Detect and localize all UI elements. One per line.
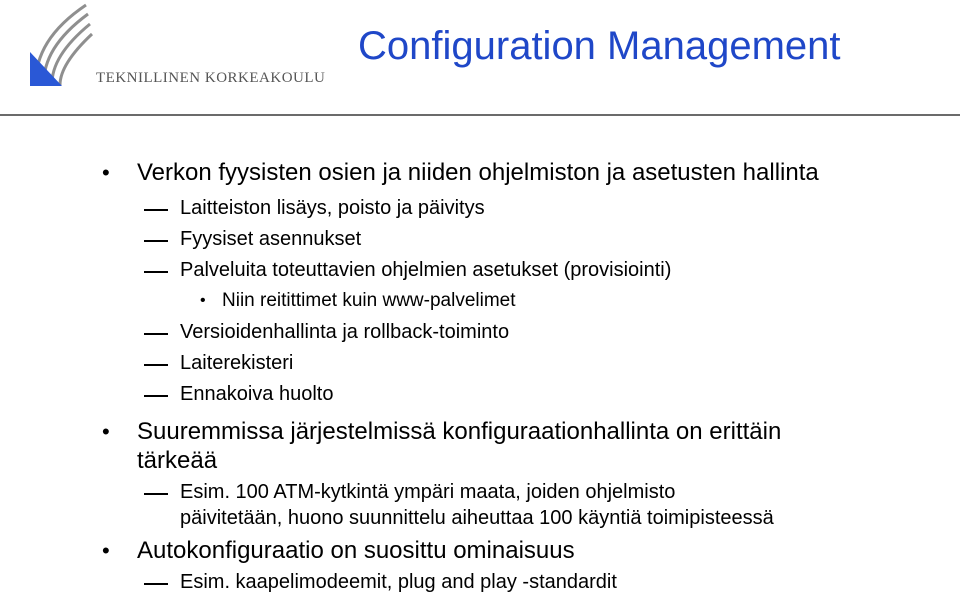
logo-text: TEKNILLINEN KORKEAKOULU xyxy=(96,70,326,86)
sub-item xyxy=(180,320,509,345)
header-divider xyxy=(0,114,960,116)
bullet-text: Verkon fyysisten osien ja niiden ohjelmiston ja asetusten hallinta xyxy=(137,159,819,186)
bullet-text: Suuremmissa järjestelmissä konfiguraationhallinta on erittäin xyxy=(137,418,782,445)
bullet-dot-icon: • xyxy=(102,160,110,185)
dash-icon xyxy=(144,209,168,211)
dash-icon xyxy=(144,493,168,495)
sub-item xyxy=(180,196,485,221)
sub-item xyxy=(180,480,675,505)
bullet-item-continuation xyxy=(137,446,217,476)
slide-title: Configuration Management xyxy=(358,24,841,68)
bullet-item xyxy=(102,536,575,566)
logo-emblem-icon xyxy=(26,0,96,90)
dash-icon xyxy=(144,240,168,242)
sub-item-text: Esim. kaapelimodeemit, plug and play -standardit xyxy=(180,571,617,593)
sub-item-text: Ennakoiva huolto xyxy=(180,383,334,405)
sub-sub-item xyxy=(200,289,516,313)
bullet-item xyxy=(102,158,819,188)
bullet-dot-icon: • xyxy=(102,538,110,563)
sub-item xyxy=(180,351,293,376)
sub-item-text: Palveluita toteuttavien ohjelmien asetukset (provisiointi) xyxy=(180,259,672,281)
sub-item xyxy=(180,258,671,283)
sub-item-text: Fyysiset asennukset xyxy=(180,228,362,250)
sub-item xyxy=(180,570,617,595)
university-logo xyxy=(20,0,326,100)
sub-sub-item-text: Niin reitittimet kuin www-palvelimet xyxy=(222,290,516,311)
bullet-text: tärkeää xyxy=(137,447,218,474)
sub-item-text: Laiterekisteri xyxy=(180,352,294,374)
dash-icon xyxy=(144,395,168,397)
sub-item-text: Laitteiston lisäys, poisto ja päivitys xyxy=(180,197,485,219)
sub-item xyxy=(180,382,333,407)
sub-item xyxy=(180,227,361,252)
sub-item-text: Esim. 100 ATM-kytkintä ympäri maata, joiden ohjelmisto xyxy=(180,481,676,503)
dash-icon xyxy=(144,333,168,335)
sub-item-text: päivitetään, huono suunnittelu aiheuttaa 100 käyntiä toimipisteessä xyxy=(180,507,774,529)
dash-icon xyxy=(144,364,168,366)
sub-item-text: Versioidenhallinta ja rollback-toiminto xyxy=(180,321,510,343)
bullet-text: Autokonfiguraatio on suosittu ominaisuus xyxy=(137,537,575,564)
sub-item-continuation xyxy=(180,506,774,531)
dash-icon xyxy=(144,583,168,585)
bullet-dot-icon: • xyxy=(102,419,110,444)
bullet-dot-icon: • xyxy=(200,292,206,309)
bullet-item xyxy=(102,417,782,447)
dash-icon xyxy=(144,271,168,273)
